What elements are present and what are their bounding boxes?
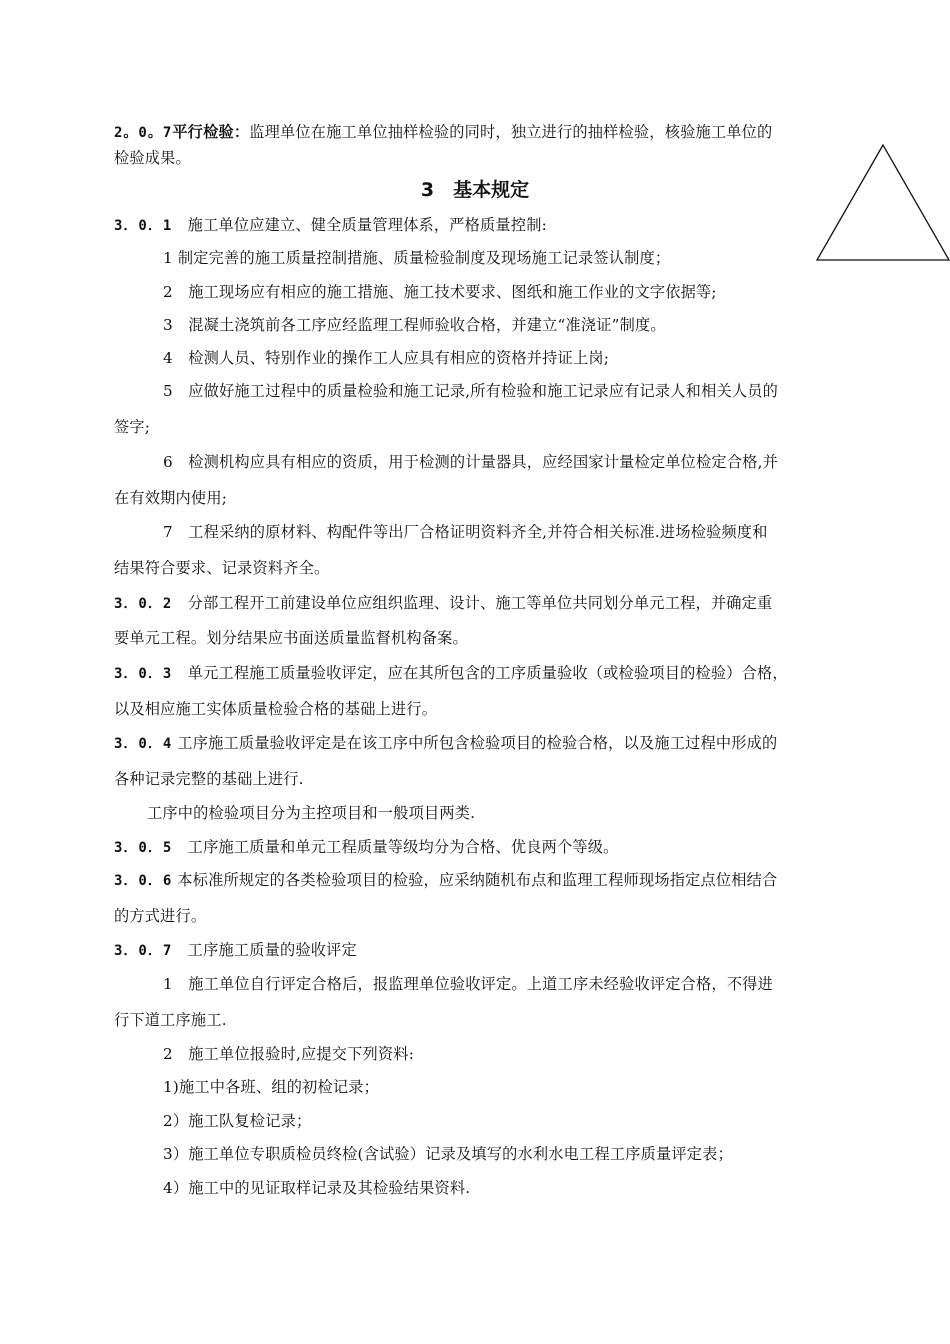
clause-number: 3．0．4 <box>114 736 173 752</box>
clause-text: 工序施工质量的验收评定 <box>172 941 357 959</box>
clause-text: 施工单位应建立、健全质量管理体系，严格质量控制: <box>172 216 547 234</box>
clause-number: 3．0．5 <box>114 840 173 856</box>
clause-number: 3．0．6 <box>114 873 173 889</box>
clause-text: 工序施工质量和单元工程质量等级均分为合格、优良两个等级。 <box>172 838 619 856</box>
clause-3-0-6 <box>114 870 777 891</box>
clause-text: 单元工程施工质量验收评定，应在其所包含的工序质量验收（或检验项目的检验）合格， <box>172 664 788 682</box>
clause-3-0-7-item-1-cont: 行下道工序施工. <box>114 1011 227 1029</box>
clause-3-0-1-item-2: 2 施工现场应有相应的施工措施、施工技术要求、图纸和施工作业的文字依据等; <box>163 283 717 301</box>
clause-number: 3．0．7 <box>114 943 173 959</box>
clause-3-0-1-item-7: 7 工程采纳的原材料、构配件等出厂合格证明资料齐全,并符合相关标准.进场检验频度和 <box>163 523 768 541</box>
clause-number: 2。0。7 <box>114 125 173 141</box>
triangle-shape <box>815 143 950 263</box>
clause-3-0-7-item-2-2: 2）施工队复检记录； <box>163 1112 312 1130</box>
clause-3-0-5 <box>114 837 619 858</box>
clause-number: 3．0．3 <box>114 666 173 682</box>
clause-3-0-1-item-4: 4 检测人员、特别作业的操作工人应具有相应的资格并持证上岗; <box>163 349 610 367</box>
clause-3-0-1 <box>114 215 547 236</box>
definition-continuation: 检验成果。 <box>114 149 191 167</box>
clause-3-0-7-item-1: 1 施工单位自行评定合格后，报监理单位验收评定。上道工序未经验收评定合格，不得进 <box>163 975 773 993</box>
clause-3-0-1-item-5: 5 应做好施工过程中的质量检验和施工记录,所有检验和施工记录应有记录人和相关人员的 <box>163 382 779 400</box>
clause-3-0-4-cont: 各种记录完整的基础上进行. <box>114 770 304 788</box>
clause-3-0-1-item-6: 6 检测机构应具有相应的资质，用于检测的计量器具，应经国家计量检定单位检定合格,并 <box>163 453 779 471</box>
clause-3-0-4-note: 工序中的检验项目分为主控项目和一般项目两类. <box>147 804 476 822</box>
definition-2-0-7 <box>114 122 772 143</box>
clause-3-0-1-item-6-cont: 在有效期内使用; <box>114 489 228 507</box>
clause-3-0-1-item-1: 1 制定完善的施工质量控制措施、质量检验制度及现场施工记录签认制度； <box>163 249 671 267</box>
definition-text: 监理单位在施工单位抽样检验的同时，独立进行的抽样检验，核验施工单位的 <box>249 123 773 141</box>
section-title: 3 基本规定 <box>420 179 530 201</box>
clause-text: 分部工程开工前建设单位应组织监理、设计、施工等单位共同划分单元工程，并确定重 <box>172 594 773 612</box>
clause-3-0-2-cont: 要单元工程。划分结果应书面送质量监督机构备案。 <box>114 629 468 647</box>
clause-3-0-3-cont: 以及相应施工实体质量检验合格的基础上进行。 <box>114 700 438 718</box>
clause-3-0-7-item-2: 2 施工单位报验时,应提交下列资料: <box>163 1045 415 1063</box>
clause-number: 3．0．1 <box>114 218 173 234</box>
clause-text: 工序施工质量验收评定是在该工序中所包含检验项目的检验合格，以及施工过程中形成的 <box>172 734 778 752</box>
clause-3-0-7-item-2-1: 1)施工中各班、组的初检记录； <box>163 1078 380 1096</box>
clause-3-0-6-cont: 的方式进行。 <box>114 907 207 925</box>
clause-3-0-3 <box>114 663 788 684</box>
clause-3-0-7-item-2-3: 3）施工单位专职质检员终检(含试验）记录及填写的水利水电工程工序质量评定表； <box>163 1145 733 1163</box>
clause-3-0-1-item-5-cont: 签字; <box>114 418 151 436</box>
term: 平行检验： <box>172 123 250 141</box>
clause-3-0-4 <box>114 733 777 754</box>
clause-number: 3．0．2 <box>114 596 173 612</box>
clause-3-0-1-item-7-cont: 结果符合要求、记录资料齐全。 <box>114 559 330 577</box>
clause-3-0-7-item-2-4: 4）施工中的见证取样记录及其检验结果资料. <box>163 1179 471 1197</box>
clause-3-0-1-item-3: 3 混凝土浇筑前各工序应经监理工程师验收合格，并建立“准浇证”制度。 <box>163 316 666 334</box>
clause-3-0-2 <box>114 593 772 614</box>
clause-text: 本标准所规定的各类检验项目的检验，应采纳随机布点和监理工程师现场指定点位相结合 <box>172 871 778 889</box>
clause-3-0-7 <box>114 940 357 961</box>
